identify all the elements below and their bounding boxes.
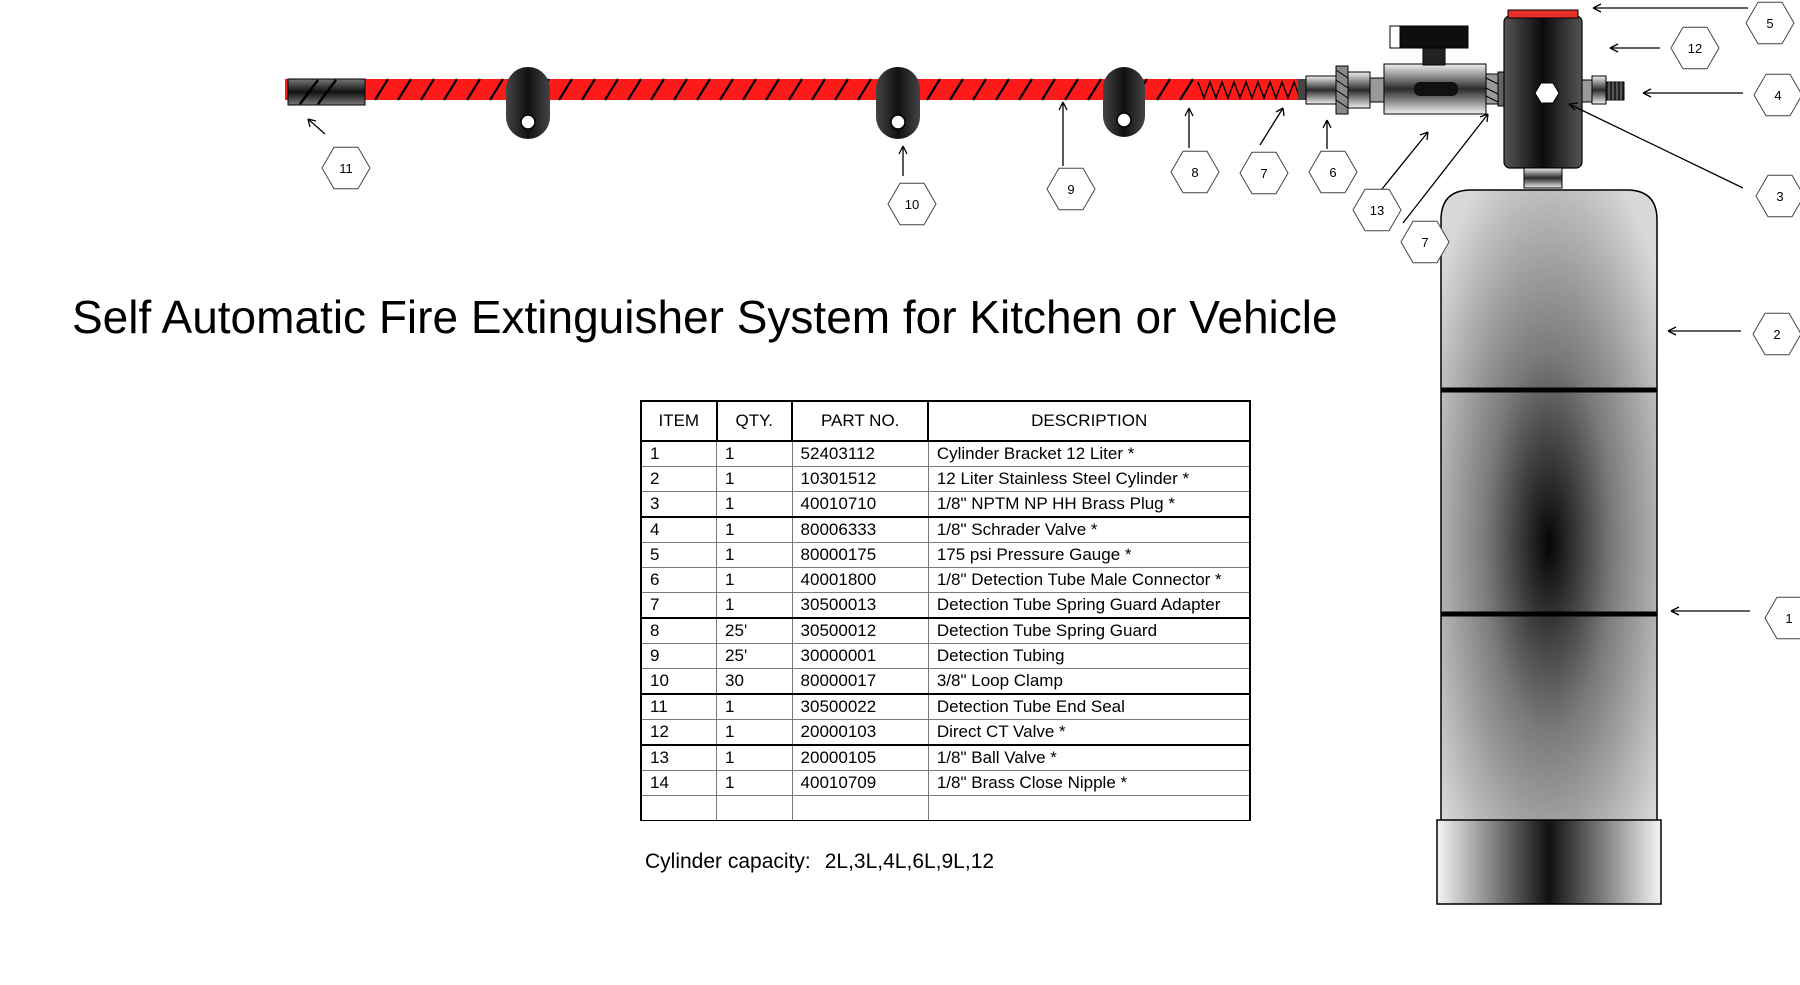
cell-description: Cylinder Bracket 12 Liter * [928, 441, 1250, 467]
cell-qty: 30 [717, 669, 793, 695]
cell-item: 8 [641, 618, 717, 644]
cell-qty: 1 [717, 593, 793, 619]
callout-arrow [1668, 327, 1741, 335]
callout-label: 13 [1369, 203, 1385, 218]
detection-tubing [285, 79, 1300, 100]
schrader-valve [1582, 76, 1624, 104]
table-row [641, 796, 1250, 821]
cell-item: 14 [641, 771, 717, 796]
callout-hexagon [888, 183, 936, 225]
close-nipple [1486, 72, 1504, 106]
cell-description: 1/8" Brass Close Nipple * [928, 771, 1250, 796]
callout-label: 9 [1067, 182, 1075, 197]
cell-description: 12 Liter Stainless Steel Cylinder * [928, 467, 1250, 492]
column-header-qty: QTY. [717, 401, 793, 441]
callout-hexagon [1309, 151, 1357, 193]
cell-description: Detection Tube Spring Guard [928, 618, 1250, 644]
table-row [641, 593, 1250, 619]
callout-arrow [1610, 44, 1660, 52]
callout-hexagon [1353, 189, 1401, 231]
callout-arrow [1671, 607, 1750, 615]
callout-arrow [1059, 102, 1067, 166]
table-row [641, 745, 1250, 771]
table-row [641, 517, 1250, 543]
cell-qty: 1 [717, 694, 793, 720]
cell-qty: 25' [717, 618, 793, 644]
cell-part-no: 80000175 [792, 543, 928, 568]
cell-part-no: 20000103 [792, 720, 928, 746]
cell-part-no: 30000001 [792, 644, 928, 669]
callout-hexagon [322, 147, 370, 189]
cell-part-no: 80006333 [792, 517, 928, 543]
cell-qty: 1 [717, 720, 793, 746]
callout-label: 3 [1776, 189, 1784, 204]
cell-item: 2 [641, 467, 717, 492]
cell-item: 6 [641, 568, 717, 593]
callout-label: 11 [339, 161, 353, 176]
cell-item: 3 [641, 492, 717, 518]
callout-label: 1 [1785, 611, 1793, 626]
table-row [641, 669, 1250, 695]
cell-part-no: 20000105 [792, 745, 928, 771]
cell-description: 1/8" Ball Valve * [928, 745, 1250, 771]
callout-label: 10 [904, 197, 920, 212]
cell-item: 7 [641, 593, 717, 619]
callout-arrow [1260, 108, 1284, 145]
cell-part-no: 30500012 [792, 618, 928, 644]
cell-qty: 1 [717, 771, 793, 796]
table-row [641, 492, 1250, 518]
cell-qty: 1 [717, 568, 793, 593]
callout-arrow [1643, 89, 1743, 97]
cell-part-no: 10301512 [792, 467, 928, 492]
callout-arrow [308, 119, 325, 134]
cell-qty: 1 [717, 543, 793, 568]
cell-description: 1/8" Schrader Valve * [928, 517, 1250, 543]
table-row [641, 771, 1250, 796]
end-seal [288, 79, 365, 105]
column-header-item: ITEM [641, 401, 717, 441]
cylinder-capacity [645, 850, 994, 874]
callout-hexagon [1753, 313, 1800, 355]
cell-part-no: 30500013 [792, 593, 928, 619]
cell-item: 11 [641, 694, 717, 720]
cylinder-bracket [1437, 820, 1661, 904]
callout-label: 5 [1766, 16, 1774, 31]
cell-qty: 25' [717, 644, 793, 669]
cell-part-no [792, 796, 928, 821]
cell-description: Detection Tube End Seal [928, 694, 1250, 720]
loop-clamp [876, 67, 920, 139]
cell-description: 1/8" Detection Tube Male Connector * [928, 568, 1250, 593]
parts-table [640, 400, 1251, 821]
page-title: Self Automatic Fire Extinguisher System for Kitchen or Vehicle [72, 291, 1338, 343]
cell-item: 4 [641, 517, 717, 543]
callout-label: 6 [1329, 165, 1337, 180]
table-row [641, 568, 1250, 593]
cylinder [1441, 190, 1657, 832]
cell-item: 5 [641, 543, 717, 568]
cell-item: 12 [641, 720, 717, 746]
callout-label: 12 [1687, 41, 1703, 56]
cell-qty [717, 796, 793, 821]
callout-arrow [1185, 108, 1193, 148]
table-row [641, 618, 1250, 644]
loop-clamp [506, 67, 550, 139]
callout-hexagon [1756, 175, 1800, 217]
cell-description: 175 psi Pressure Gauge * [928, 543, 1250, 568]
callout-hexagon [1746, 2, 1794, 44]
cell-part-no: 30500022 [792, 694, 928, 720]
table-row [641, 441, 1250, 467]
cell-part-no: 40001800 [792, 568, 928, 593]
table-row [641, 644, 1250, 669]
table-row [641, 694, 1250, 720]
cell-item: 13 [641, 745, 717, 771]
callout-arrow [1323, 120, 1331, 149]
cell-qty: 1 [717, 467, 793, 492]
table-header-row [641, 401, 1250, 441]
callout-hexagon [1754, 74, 1800, 116]
cell-description [928, 796, 1250, 821]
cell-item [641, 796, 717, 821]
capacity-label: Cylinder capacity: [645, 850, 811, 873]
column-header-description: DESCRIPTION [928, 401, 1250, 441]
cell-part-no: 40010709 [792, 771, 928, 796]
column-header-part-no: PART NO. [792, 401, 928, 441]
callout-hexagon [1765, 597, 1800, 639]
cell-item: 9 [641, 644, 717, 669]
ball-valve [1384, 26, 1486, 114]
callout-hexagon [1240, 152, 1288, 194]
callout-label: 7 [1421, 235, 1429, 250]
callout-label: 2 [1773, 327, 1781, 342]
callout-label: 7 [1260, 166, 1268, 181]
callout-hexagon [1671, 27, 1719, 69]
cell-qty: 1 [717, 492, 793, 518]
table-row [641, 467, 1250, 492]
callout-label: 4 [1774, 88, 1782, 103]
capacity-values: 2L,3L,4L,6L,9L,12 [824, 850, 995, 873]
cell-part-no: 52403112 [792, 441, 928, 467]
cell-description: Detection Tubing [928, 644, 1250, 669]
cell-description: Detection Tube Spring Guard Adapter [928, 593, 1250, 619]
callout-arrow [1569, 103, 1743, 188]
cell-qty: 1 [717, 441, 793, 467]
cell-qty: 1 [717, 745, 793, 771]
callout-hexagon [1047, 168, 1095, 210]
cell-item: 1 [641, 441, 717, 467]
cell-description: 3/8" Loop Clamp [928, 669, 1250, 695]
callout-label: 8 [1191, 165, 1199, 180]
cell-description: 1/8" NPTM NP HH Brass Plug * [928, 492, 1250, 518]
cell-item: 10 [641, 669, 717, 695]
cell-part-no: 40010710 [792, 492, 928, 518]
callout-hexagon [1171, 151, 1219, 193]
table-row [641, 543, 1250, 568]
ct-valve [1504, 10, 1582, 188]
callout-arrow [899, 146, 907, 176]
callout-arrow [1593, 4, 1748, 12]
callout-arrow [1378, 132, 1428, 194]
male-connector [1306, 66, 1384, 114]
cell-qty: 1 [717, 517, 793, 543]
cell-description: Direct CT Valve * [928, 720, 1250, 746]
table-row [641, 720, 1250, 746]
loop-clamp [1103, 67, 1145, 137]
cell-part-no: 80000017 [792, 669, 928, 695]
